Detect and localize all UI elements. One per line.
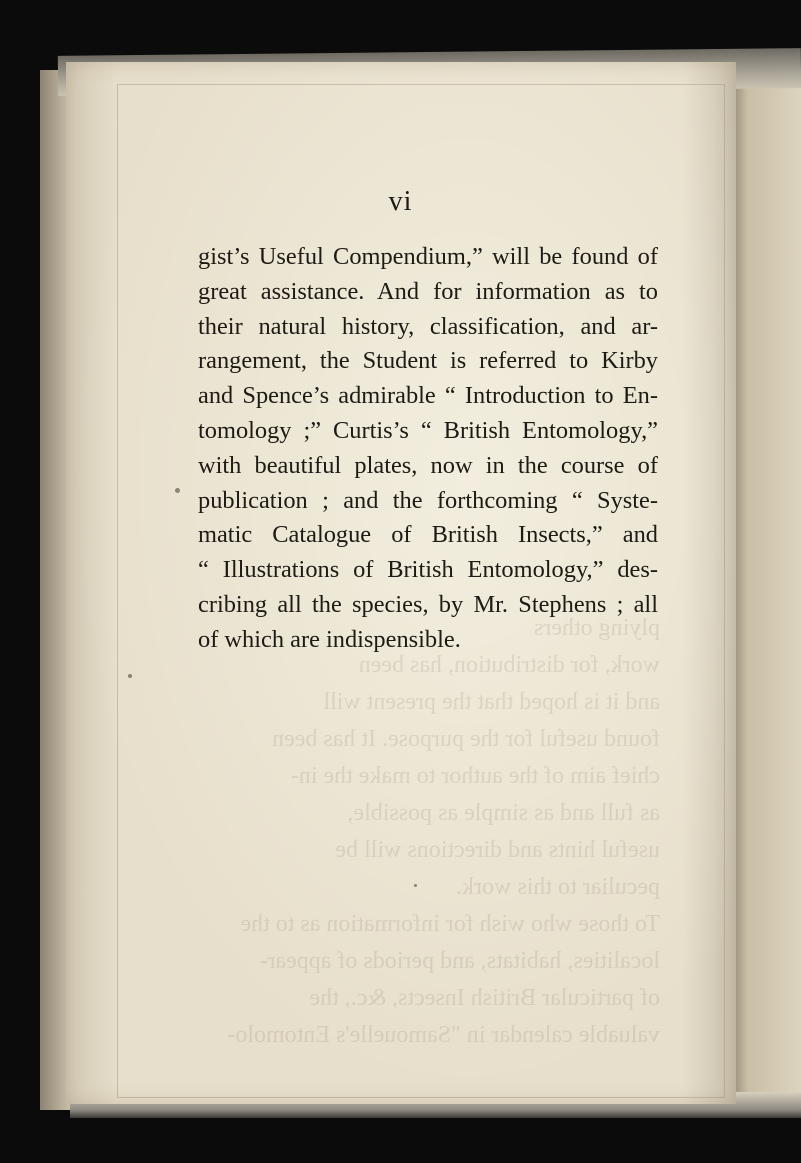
text-line: their natural history, classification, and ar- xyxy=(198,312,658,340)
text-line: great assistance. And for information as to xyxy=(198,277,658,305)
paper-speck xyxy=(128,674,132,678)
text-line: of which are indispensible. xyxy=(198,625,461,653)
text-line: matic Catalogue of British Insects,” and xyxy=(198,521,658,549)
text-line: “ Illustrations of British Entomology,” des- xyxy=(198,556,658,584)
paper-speck xyxy=(414,884,417,887)
text-line: rangement, the Student is referred to Kirby xyxy=(198,347,658,375)
body-text xyxy=(198,240,658,658)
text-line: gist’s Useful Compendium,” will be found of xyxy=(198,243,658,270)
page-number: vi xyxy=(388,186,413,217)
text-line: with beautiful plates, now in the course of xyxy=(198,451,658,479)
text-line: and Spence’s admirable “ Introduction to En- xyxy=(198,382,658,410)
paper-speck xyxy=(175,488,180,493)
text-line: tomology ;” Curtis’s “ British Entomology,” xyxy=(198,416,658,444)
text-line: publication ; and the forthcoming “ Syste- xyxy=(198,486,658,514)
right-page-stack xyxy=(730,70,801,1100)
text-line: cribing all the species, by Mr. Stephens ; all xyxy=(198,590,658,618)
